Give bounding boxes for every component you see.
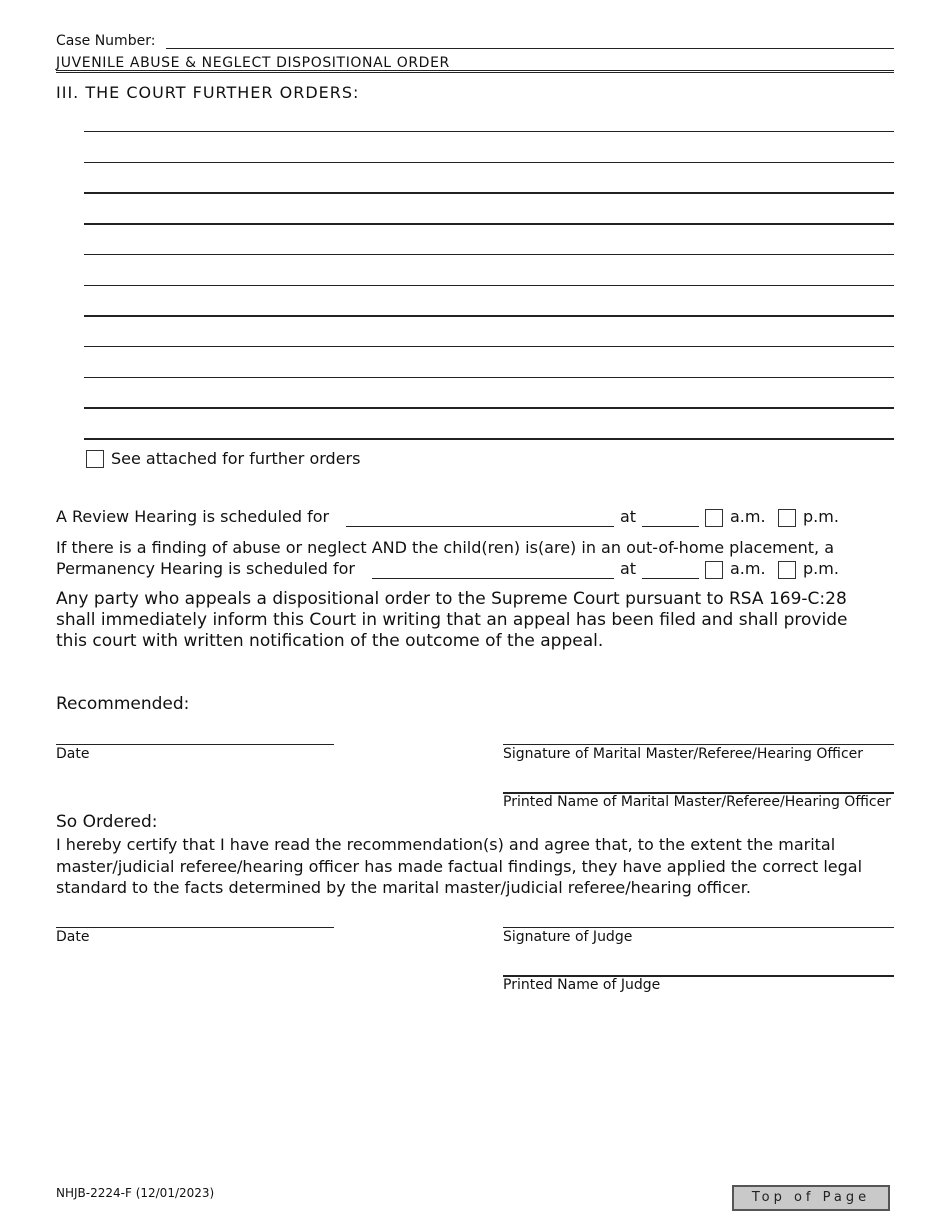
so-ordered-heading: So Ordered: xyxy=(56,812,158,832)
see-attached-label: See attached for further orders xyxy=(111,449,361,468)
permanency-hearing-am-checkbox[interactable] xyxy=(705,561,723,579)
review-hearing-date-field[interactable] xyxy=(346,526,614,527)
permanency-hearing-am-label: a.m. xyxy=(730,559,766,578)
permanency-hearing-pm-label: p.m. xyxy=(803,559,839,578)
order-line[interactable] xyxy=(84,162,894,163)
certification-line: standard to the facts determined by the marital master/judicial referee/hearing officer. xyxy=(56,878,751,897)
review-hearing-pm-label: p.m. xyxy=(803,507,839,526)
certification-text xyxy=(56,834,862,899)
review-hearing-pm-checkbox[interactable] xyxy=(778,509,796,527)
section-heading: III. THE COURT FURTHER ORDERS: xyxy=(56,83,360,102)
see-attached-checkbox[interactable] xyxy=(86,450,104,468)
appeal-notice-line: shall immediately inform this Court in writing that an appeal has been filed and shall provide xyxy=(56,610,848,630)
order-line[interactable] xyxy=(84,192,894,194)
recommended-date-label: Date xyxy=(56,746,90,762)
form-id: NHJB-2224-F (12/01/2023) xyxy=(56,1186,215,1200)
order-line[interactable] xyxy=(84,315,894,317)
judge-date-field[interactable] xyxy=(56,927,334,928)
review-hearing-am-label: a.m. xyxy=(730,507,766,526)
review-hearing-at-label: at xyxy=(620,507,637,526)
order-line[interactable] xyxy=(84,346,894,347)
judge-date-label: Date xyxy=(56,929,90,945)
certification-line: I hereby certify that I have read the recommendation(s) and agree that, to the extent the marital xyxy=(56,835,836,854)
order-line[interactable] xyxy=(84,223,894,225)
judge-signature-label: Signature of Judge xyxy=(503,929,633,945)
review-hearing-label: A Review Hearing is scheduled for xyxy=(56,507,330,526)
review-hearing-time-field[interactable] xyxy=(642,526,699,527)
order-line[interactable] xyxy=(84,377,894,378)
order-line[interactable] xyxy=(84,438,894,440)
review-hearing-am-checkbox[interactable] xyxy=(705,509,723,527)
order-line[interactable] xyxy=(84,407,894,409)
permanency-hearing-at-label: at xyxy=(620,559,637,578)
permanency-hearing-time-field[interactable] xyxy=(642,578,699,579)
permanency-hearing-date-field[interactable] xyxy=(372,578,614,579)
order-line[interactable] xyxy=(84,285,894,286)
order-line[interactable] xyxy=(84,131,894,132)
certification-line: master/judicial referee/hearing officer has made factual findings, they have applied the correct legal xyxy=(56,856,863,876)
recommended-signature-label: Signature of Marital Master/Referee/Hearing Officer xyxy=(503,746,864,762)
case-number-field[interactable] xyxy=(166,48,894,49)
recommended-heading: Recommended: xyxy=(56,694,190,714)
title-underline-2 xyxy=(56,72,894,73)
form-title: JUVENILE ABUSE & NEGLECT DISPOSITIONAL ORDER xyxy=(56,55,450,71)
recommended-signature-field[interactable] xyxy=(503,744,894,745)
appeal-notice-line: this court with written notification of the outcome of the appeal. xyxy=(56,631,604,651)
judge-printed-name-label: Printed Name of Judge xyxy=(503,977,661,993)
permanency-hearing-pm-checkbox[interactable] xyxy=(778,561,796,579)
title-underline xyxy=(56,70,894,71)
permanency-intro: If there is a finding of abuse or neglect AND the child(ren) is(are) in an out-of-home placement, a xyxy=(56,538,834,557)
permanency-hearing-label: Permanency Hearing is scheduled for xyxy=(56,559,355,578)
judge-signature-field[interactable] xyxy=(503,927,894,928)
appeal-notice-line: Any party who appeals a dispositional order to the Supreme Court pursuant to RSA 169-C:28 xyxy=(56,589,847,609)
top-of-page-button[interactable]: Top of Page xyxy=(732,1185,890,1211)
recommended-printed-name-label: Printed Name of Marital Master/Referee/Hearing Officer xyxy=(503,794,891,810)
appeal-notice xyxy=(56,589,847,652)
case-number-label: Case Number: xyxy=(56,33,156,49)
recommended-date-field[interactable] xyxy=(56,744,334,745)
order-line[interactable] xyxy=(84,254,894,255)
